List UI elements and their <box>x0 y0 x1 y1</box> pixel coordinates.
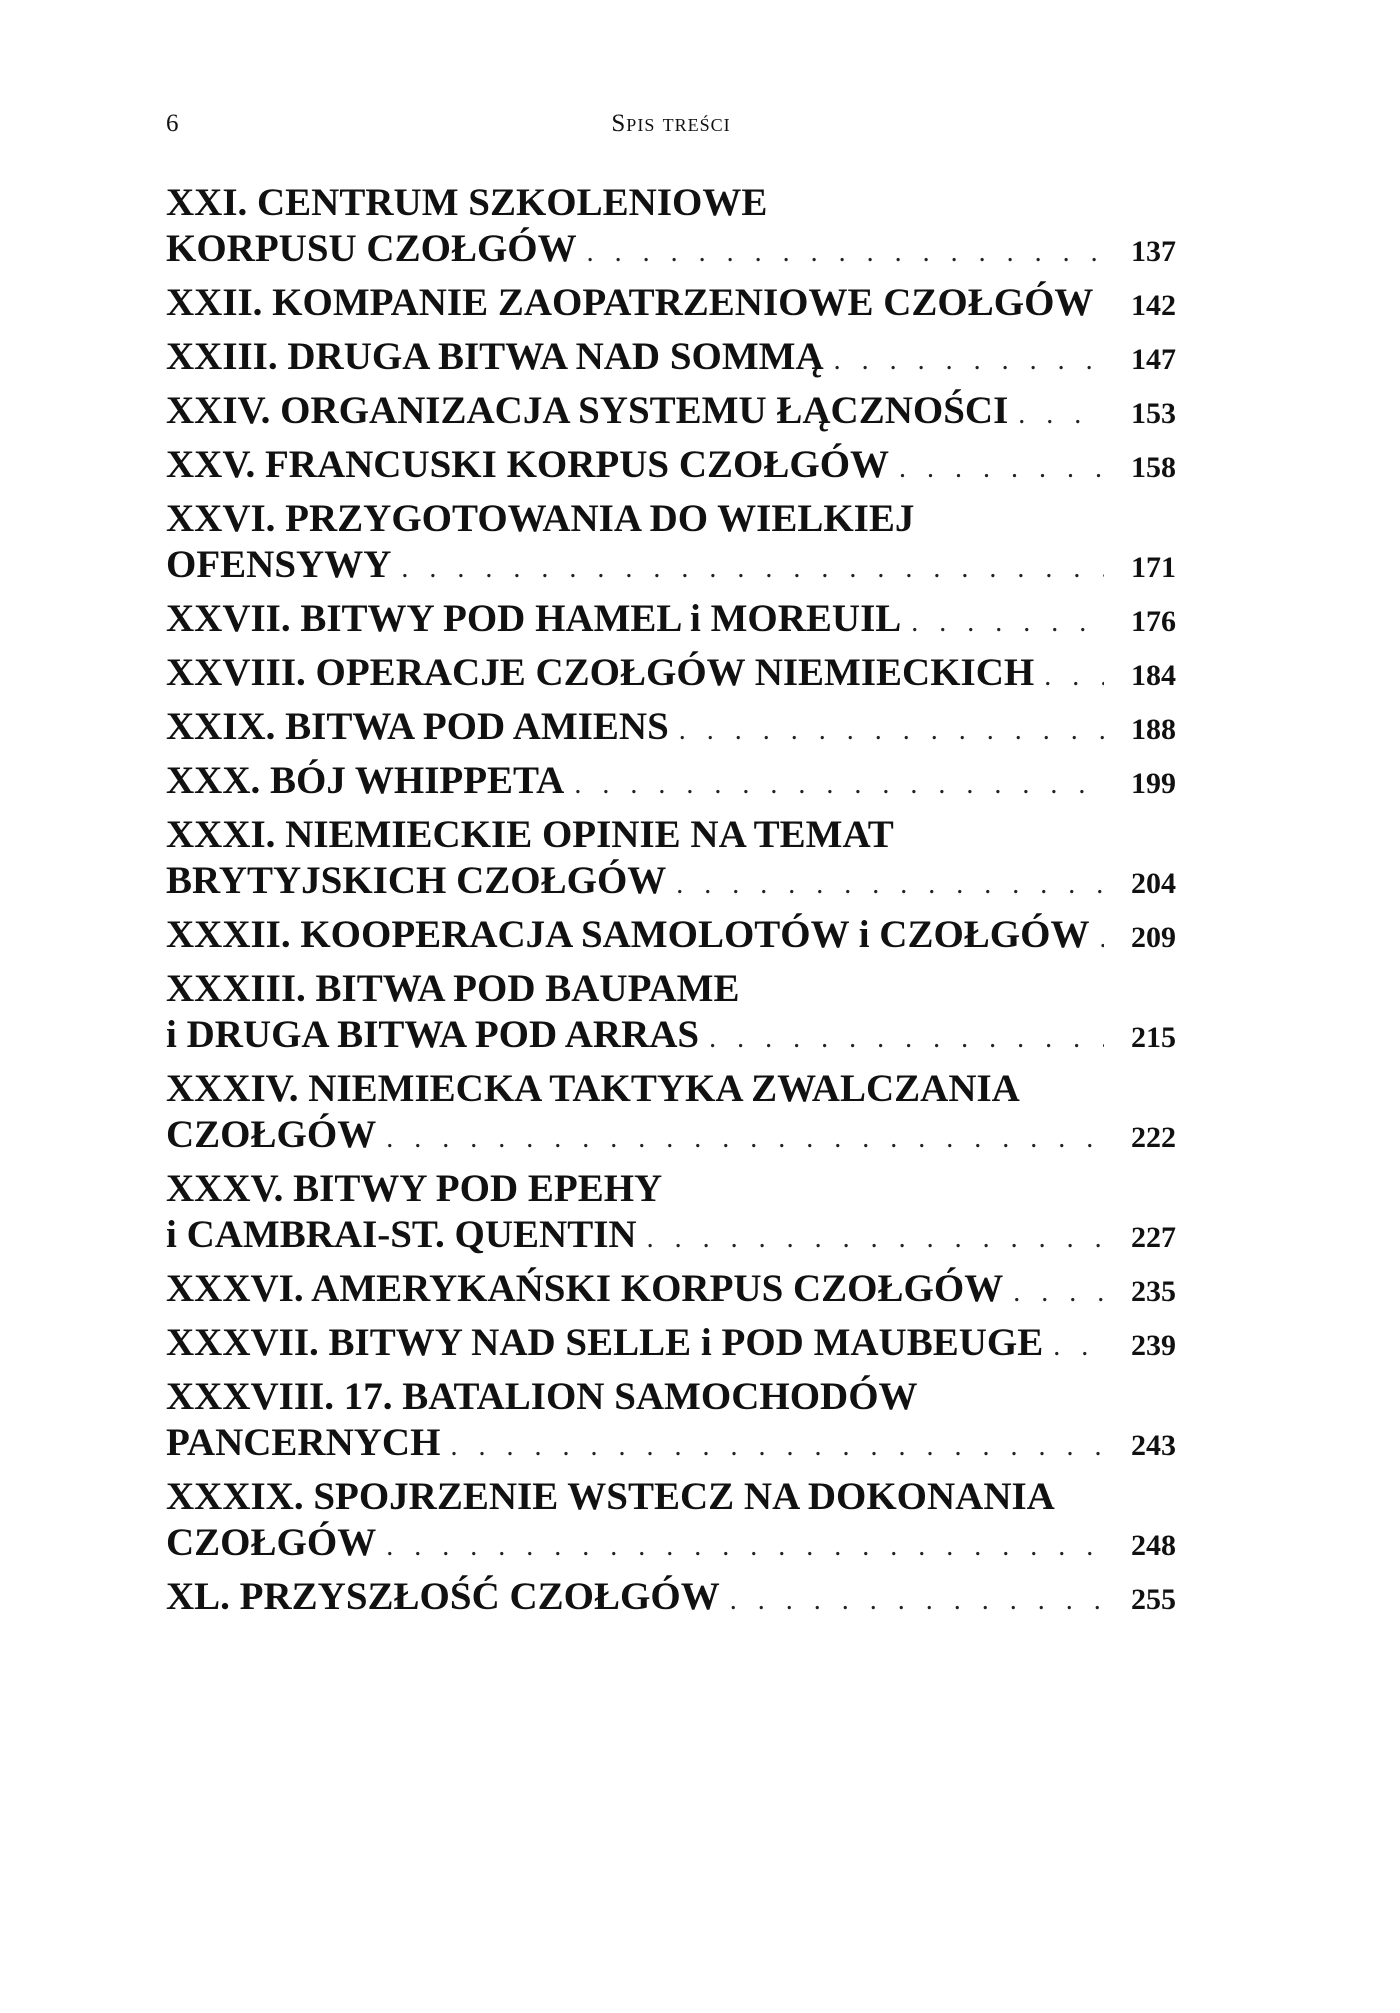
toc-entry-line <box>166 1520 1176 1566</box>
dot-leader <box>911 600 1104 646</box>
toc-entry-title: i CAMBRAI-ST. QUENTIN <box>166 1213 637 1256</box>
toc-entry-title: OFENSYWY <box>166 543 392 586</box>
dot-leader <box>587 230 1104 276</box>
toc-entry <box>166 1474 1176 1566</box>
toc-entry-title: XXXII. KOOPERACJA SAMOLOTÓW i CZOŁGÓW <box>166 913 1090 956</box>
toc-entry <box>166 812 1176 904</box>
toc-page-number: 243 <box>1131 1429 1176 1462</box>
toc-entry <box>166 1066 1176 1158</box>
toc-entry-title: XXVI. PRZYGOTOWANIA DO WIELKIEJ <box>166 497 915 540</box>
section-title: Spis treści <box>611 110 731 137</box>
toc-page-number: 222 <box>1131 1121 1176 1154</box>
toc-entry-title: XXI. CENTRUM SZKOLENIOWE <box>166 181 768 224</box>
toc-entry-line <box>166 1212 1176 1258</box>
dot-leader <box>1018 392 1104 438</box>
toc-entry-line <box>166 1012 1176 1058</box>
toc-entry-line <box>166 496 1176 542</box>
toc-entry-title: XL. PRZYSZŁOŚĆ CZOŁGÓW <box>166 1575 720 1618</box>
toc-entry-line <box>166 542 1176 588</box>
toc-entry <box>166 966 1176 1058</box>
toc-entry-title: XXIII. DRUGA BITWA NAD SOMMĄ <box>166 335 824 378</box>
toc-entry <box>166 496 1176 588</box>
toc-entry-title: XXXI. NIEMIECKIE OPINIE NA TEMAT <box>166 813 894 856</box>
dot-leader <box>730 1578 1104 1624</box>
toc-entry-line <box>166 442 1176 488</box>
toc-entry-title: XXV. FRANCUSKI KORPUS CZOŁGÓW <box>166 443 890 486</box>
dot-leader <box>450 1424 1104 1470</box>
toc-entry <box>166 650 1176 696</box>
toc-page-number: 255 <box>1131 1583 1176 1616</box>
toc-entry <box>166 758 1176 804</box>
toc-entry-line <box>166 596 1176 642</box>
dot-leader <box>574 762 1104 808</box>
dot-leader <box>401 546 1104 592</box>
toc-page-number: 171 <box>1131 551 1176 584</box>
toc-page-number: 176 <box>1131 605 1176 638</box>
toc-entry-title: XXXIV. NIEMIECKA TAKTYKA ZWALCZANIA <box>166 1067 1020 1110</box>
toc-entry-line <box>166 758 1176 804</box>
toc-entry-line <box>166 1474 1176 1520</box>
toc-page-number: 248 <box>1131 1529 1176 1562</box>
dot-leader <box>709 1016 1104 1062</box>
toc-entry-title: XXXVI. AMERYKAŃSKI KORPUS CZOŁGÓW <box>166 1267 1004 1310</box>
toc-entry <box>166 280 1176 326</box>
table-of-contents <box>166 180 1176 1628</box>
dot-leader <box>386 1116 1104 1162</box>
toc-entry-line <box>166 912 1176 958</box>
toc-entry-title: XXXIII. BITWA POD BAUPAME <box>166 967 740 1010</box>
toc-entry <box>166 180 1176 272</box>
dot-leader <box>1044 654 1104 700</box>
toc-entry-line <box>166 812 1176 858</box>
toc-entry-line <box>166 858 1176 904</box>
toc-page-number: 235 <box>1131 1275 1176 1308</box>
toc-page-number: 199 <box>1131 767 1176 800</box>
toc-entry <box>166 1320 1176 1366</box>
toc-page-number: 153 <box>1131 397 1176 430</box>
toc-entry <box>166 1266 1176 1312</box>
toc-entry <box>166 334 1176 380</box>
page-number: 6 <box>166 110 179 137</box>
toc-entry <box>166 388 1176 434</box>
toc-entry-line <box>166 180 1176 226</box>
toc-page-number: 137 <box>1131 235 1176 268</box>
dot-leader <box>1103 284 1104 330</box>
toc-entry-title: i DRUGA BITWA POD ARRAS <box>166 1013 700 1056</box>
dot-leader <box>899 446 1104 492</box>
toc-entry-line <box>166 966 1176 1012</box>
toc-entry-line <box>166 1112 1176 1158</box>
toc-page-number: 209 <box>1131 921 1176 954</box>
toc-entry <box>166 704 1176 750</box>
toc-page-number: 204 <box>1131 867 1176 900</box>
toc-entry-title: XXVII. BITWY POD HAMEL i MOREUIL <box>166 597 902 640</box>
toc-entry-title: KORPUSU CZOŁGÓW <box>166 227 577 270</box>
toc-entry-line <box>166 1574 1176 1620</box>
toc-entry-title: XXVIII. OPERACJE CZOŁGÓW NIEMIECKICH <box>166 651 1035 694</box>
toc-page-number: 184 <box>1131 659 1176 692</box>
toc-page-number: 188 <box>1131 713 1176 746</box>
dot-leader <box>1099 916 1104 962</box>
toc-entry-title: BRYTYJSKICH CZOŁGÓW <box>166 859 667 902</box>
dot-leader <box>1053 1324 1104 1370</box>
toc-entry <box>166 1374 1176 1466</box>
toc-entry-line <box>166 1320 1176 1366</box>
toc-entry-title: CZOŁGÓW <box>166 1521 377 1564</box>
toc-entry-title: XXXVIII. 17. BATALION SAMOCHODÓW <box>166 1375 918 1418</box>
toc-entry-line <box>166 280 1176 326</box>
toc-entry-title: CZOŁGÓW <box>166 1113 377 1156</box>
toc-entry-title: PANCERNYCH <box>166 1421 441 1464</box>
toc-page-number: 158 <box>1131 451 1176 484</box>
toc-entry <box>166 912 1176 958</box>
dot-leader <box>679 708 1104 754</box>
toc-entry-line <box>166 1266 1176 1312</box>
toc-page-number: 142 <box>1131 289 1176 322</box>
running-head <box>166 104 1176 144</box>
toc-entry-line <box>166 1420 1176 1466</box>
toc-page-number: 147 <box>1131 343 1176 376</box>
toc-page-number: 215 <box>1131 1021 1176 1054</box>
toc-entry-title: XXXV. BITWY POD EPEHY <box>166 1167 663 1210</box>
toc-entry-title: XXX. BÓJ WHIPPETA <box>166 759 565 802</box>
toc-entry <box>166 1166 1176 1258</box>
toc-entry-title: XXXVII. BITWY NAD SELLE i POD MAUBEUGE <box>166 1321 1044 1364</box>
toc-page-number: 227 <box>1131 1221 1176 1254</box>
toc-entry-line <box>166 1166 1176 1212</box>
dot-leader <box>676 862 1104 908</box>
toc-entry-line <box>166 1066 1176 1112</box>
dot-leader <box>1013 1270 1104 1316</box>
toc-entry-title: XXIV. ORGANIZACJA SYSTEMU ŁĄCZNOŚCI <box>166 389 1009 432</box>
dot-leader <box>386 1524 1104 1570</box>
toc-entry-line <box>166 704 1176 750</box>
toc-entry-line <box>166 388 1176 434</box>
toc-page-number: 239 <box>1131 1329 1176 1362</box>
toc-entry-title: XXXIX. SPOJRZENIE WSTECZ NA DOKONANIA <box>166 1475 1055 1518</box>
toc-entry-title: XXIX. BITWA POD AMIENS <box>166 705 669 748</box>
dot-leader <box>647 1216 1104 1262</box>
toc-entry-line <box>166 1374 1176 1420</box>
toc-entry-line <box>166 334 1176 380</box>
toc-entry <box>166 596 1176 642</box>
dot-leader <box>834 338 1104 384</box>
toc-entry-line <box>166 226 1176 272</box>
toc-entry-line <box>166 650 1176 696</box>
toc-entry <box>166 442 1176 488</box>
toc-entry <box>166 1574 1176 1620</box>
toc-entry-title: XXII. KOMPANIE ZAOPATRZENIOWE CZOŁGÓW <box>166 281 1094 324</box>
